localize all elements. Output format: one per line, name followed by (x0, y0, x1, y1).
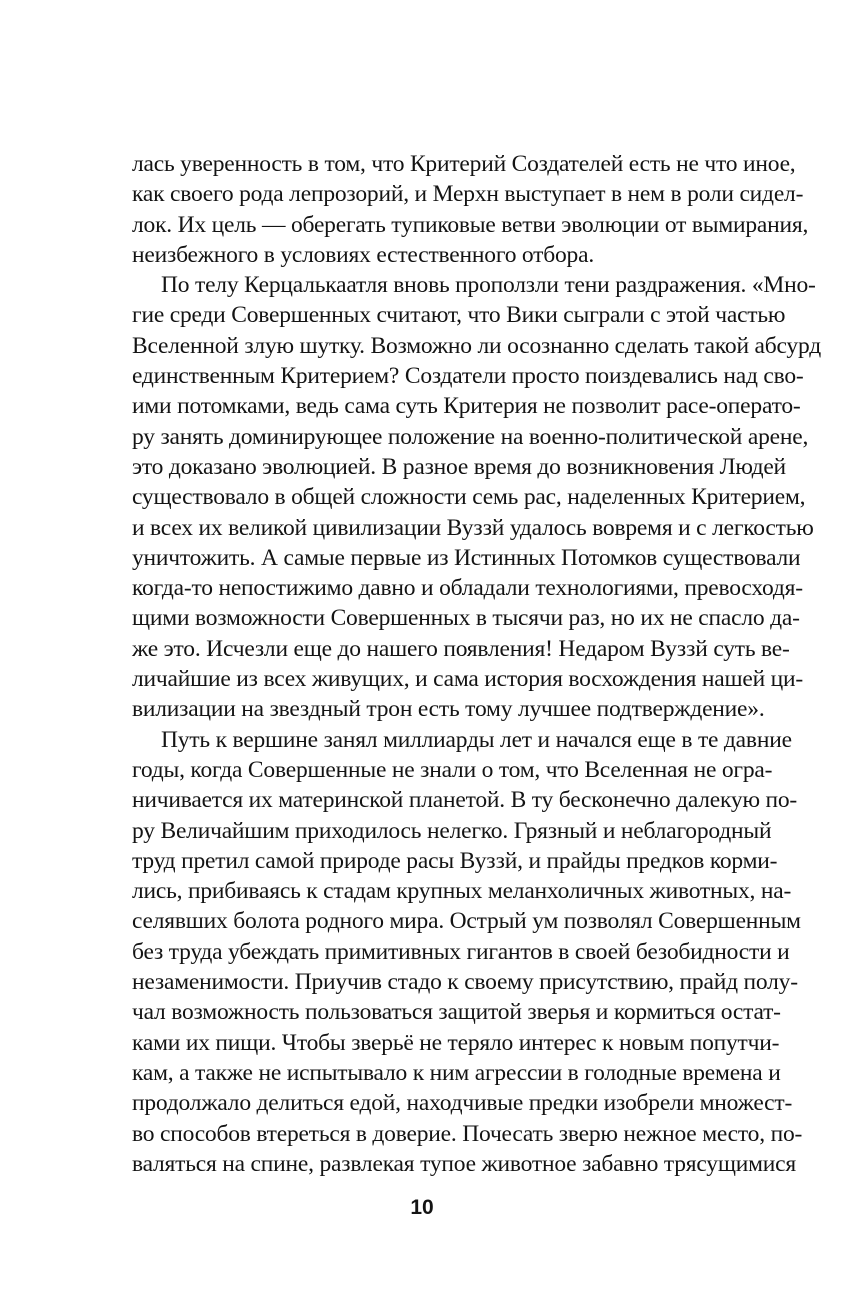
text-line: Вселенной злую шутку. Возможно ли осознанно сделать такой абсурд (132, 332, 821, 359)
text-line: щими возможности Совершенных в тысячи раз, но их не спасло да- (132, 605, 800, 632)
text-line: лок. Их цель — оберегать тупиковые ветви эволюции от вымирания, (132, 211, 809, 238)
text-line: ими потомками, ведь сама суть Критерия не позволит расе-операто- (132, 393, 801, 420)
text-line: годы, когда Совершенные не знали о том, что Вселенная не огра- (132, 756, 773, 783)
text-line: единственным Критерием? Создатели просто поиздевались над сво- (132, 363, 804, 390)
text-line: существовало в общей сложности семь рас, наделенных Критерием, (132, 484, 806, 511)
text-line: ру Величайшим приходилось нелегко. Грязный и неблагородный (132, 817, 772, 844)
page-number: 10 (410, 1196, 434, 1219)
text-line: без труда убеждать примитивных гигантов в своей безобидности и (132, 938, 790, 965)
text-line: незаменимости. Приучив стадо к своему присутствию, прайд полу- (132, 969, 798, 996)
text-line: кам, а также не испытывало к ним агрессии в голодные времена и (132, 1059, 781, 1086)
text-line: По телу Керцалькаатля вновь проползли тени раздражения. «Мно- (161, 272, 816, 299)
text-line: ру занять доминирующее положение на военно-политической арене, (132, 423, 809, 450)
text-line: чал возможность пользоваться защитой зверья и кормиться остат- (132, 999, 781, 1026)
text-line: ками их пищи. Чтобы зверьё не теряло интерес к новым попутчи- (132, 1029, 780, 1056)
text-line: валяться на спине, развлекая тупое животное забавно трясущимися (132, 1150, 797, 1177)
text-line: это доказано эволюцией. В разное время до возникновения Людей (132, 453, 786, 480)
page-body-text (132, 149, 821, 1179)
text-line: личайшие из всех живущих, и сама история восхождения нашей ци- (132, 666, 804, 693)
text-line: продолжало делиться едой, находчивые предки изобрели множест- (132, 1090, 793, 1117)
text-line: когда-то непостижимо давно и обладали технологиями, превосходя- (132, 575, 803, 602)
text-line: как своего рода лепрозорий, и Мерхн выступает в нем в роли сидел- (132, 181, 804, 208)
text-line: же это. Исчезли еще до нашего появления! Недаром Вуззй суть ве- (132, 635, 790, 662)
text-line: лась уверенность в том, что Критерий Создателей есть не что иное, (132, 151, 796, 177)
text-line: труд претил самой природе расы Вуззй, и прайды предков корми- (132, 847, 778, 874)
text-line: гие среди Совершенных считают, что Вики сыграли с этой частью (132, 302, 786, 329)
text-line: уничтожить. А самые первые из Истинных Потомков существовали (132, 544, 801, 571)
text-line: селявших болота родного мира. Острый ум позволял Совершенным (132, 908, 801, 935)
text-line: ничивается их материнской планетой. В ту бесконечно далекую по- (132, 787, 798, 814)
text-line: лись, прибиваясь к стадам крупных меланхоличных животных, на- (132, 878, 792, 905)
text-line: и всех их великой цивилизации Вуззй удалось вовремя и с легкостью (132, 514, 814, 541)
text-line: Путь к вершине занял миллиарды лет и начался еще в те давние (161, 726, 792, 753)
text-line: неизбежного в условиях естественного отбора. (132, 241, 594, 268)
text-line: вилизации на звездный трон есть тому лучшее подтверждение». (132, 696, 765, 723)
text-line: во способов втереться в доверие. Почесать зверю нежное место, по- (132, 1120, 803, 1147)
